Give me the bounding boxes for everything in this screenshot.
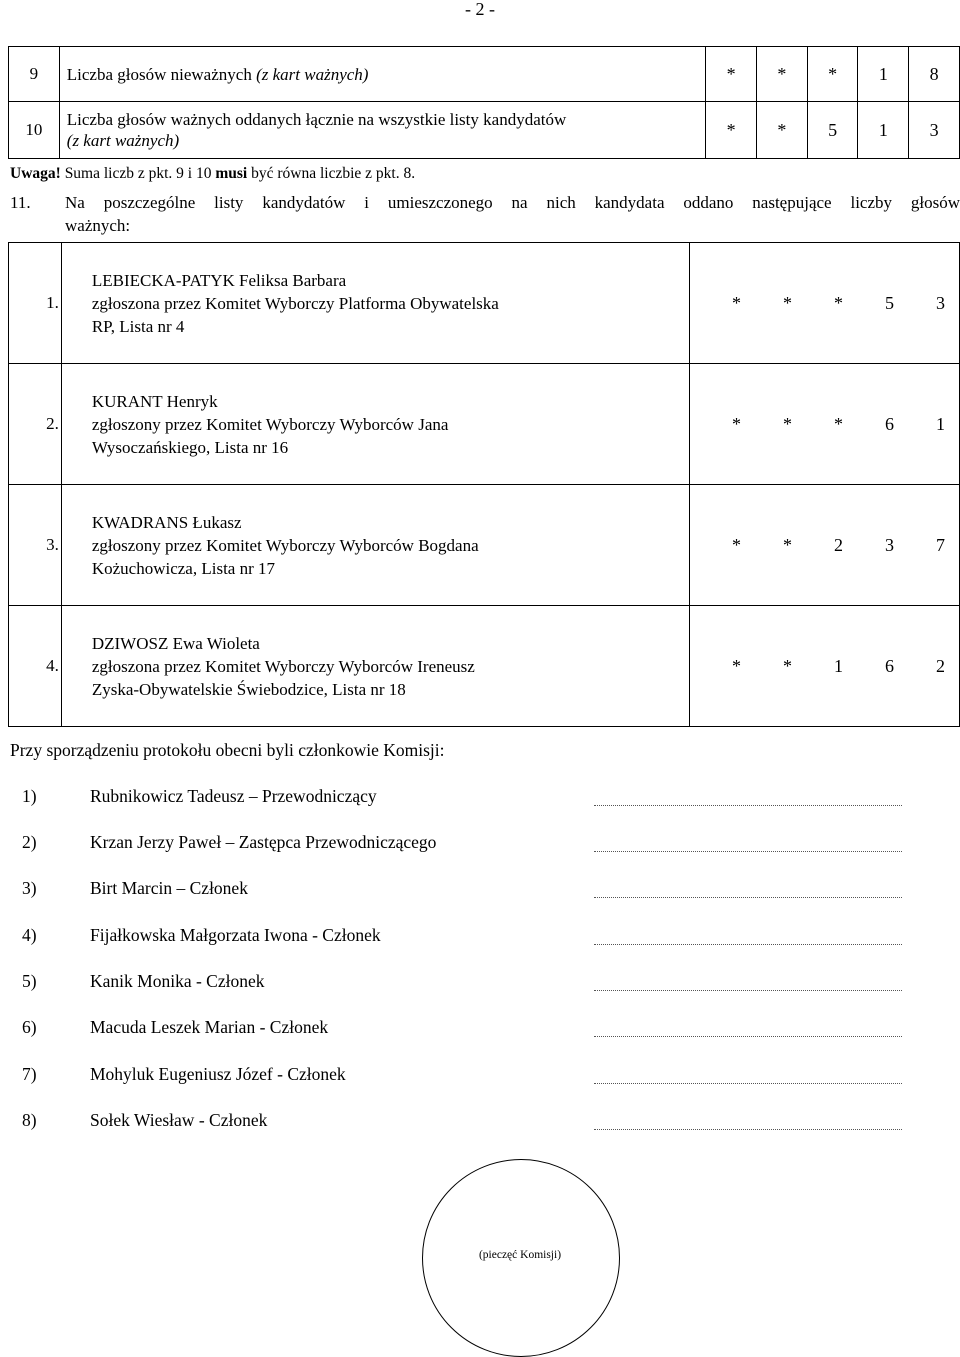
candidate-info: KURANT Henryk zgłoszony przez Komitet Wyborczy Wyborców Jana Wysoczańskiego, Lista nr 16 xyxy=(61,364,689,485)
digit-cell: 1 xyxy=(858,102,909,159)
candidates-table xyxy=(8,242,960,727)
signature-line[interactable] xyxy=(594,944,902,945)
candidate-number: 1. xyxy=(9,243,62,364)
member-item: 8) Sołek Wiesław - Członek xyxy=(0,1110,960,1134)
row-label: Liczba głosów nieważnych (z kart ważnych) xyxy=(59,47,705,102)
signature-line[interactable] xyxy=(594,990,902,991)
digit-cell: * xyxy=(757,102,808,159)
member-name: Rubnikowicz Tadeusz – Przewodniczący xyxy=(90,786,377,806)
member-name: Kanik Monika - Członek xyxy=(90,971,265,991)
row-number: 9 xyxy=(9,47,60,102)
vote-count: * * * 5 3 xyxy=(689,243,959,364)
member-name: Macuda Leszek Marian - Członek xyxy=(90,1017,329,1037)
signature-line[interactable] xyxy=(594,805,902,806)
summary-table xyxy=(8,46,960,159)
candidate-number: 4. xyxy=(9,606,62,727)
member-item: 1) Rubnikowicz Tadeusz – Przewodniczący xyxy=(0,786,960,810)
member-item: 4) Fijałkowska Małgorzata Iwona - Członek xyxy=(0,925,960,949)
digit-cell: * xyxy=(706,102,757,159)
candidate-info: DZIWOSZ Ewa Wioleta zgłoszona przez Komitet Wyborczy Wyborców Ireneusz Zyska-Obywatelskie Świebodzice, Lista nr 18 xyxy=(61,606,689,727)
candidate-row xyxy=(9,606,960,727)
member-item: 2) Krzan Jerzy Paweł – Zastępca Przewodniczącego xyxy=(0,832,960,856)
vote-count: * * 1 6 2 xyxy=(689,606,959,727)
vote-count: * * 2 3 7 xyxy=(689,485,959,606)
digit-cell: 1 xyxy=(858,47,909,102)
signature-line[interactable] xyxy=(594,897,902,898)
signature-line[interactable] xyxy=(594,1129,902,1130)
signature-line[interactable] xyxy=(594,1083,902,1084)
candidate-row xyxy=(9,485,960,606)
member-name: Fijałkowska Małgorzata Iwona - Członek xyxy=(90,925,381,945)
candidate-info: KWADRANS Łukasz zgłoszony przez Komitet Wyborczy Wyborców Bogdana Kożuchowicza, Lista nr 17 xyxy=(61,485,689,606)
digit-cell: * xyxy=(757,47,808,102)
point-11 xyxy=(10,191,960,237)
member-name: Mohyluk Eugeniusz Józef - Członek xyxy=(90,1064,346,1084)
member-item: 6) Macuda Leszek Marian - Członek xyxy=(0,1017,960,1041)
member-name: Birt Marcin – Członek xyxy=(90,878,248,898)
summary-row-10 xyxy=(9,102,960,159)
candidate-row xyxy=(9,364,960,485)
member-item: 3) Birt Marcin – Członek xyxy=(0,878,960,902)
member-name: Sołek Wiesław - Członek xyxy=(90,1110,268,1130)
digit-cell: 3 xyxy=(909,102,960,159)
digit-cell: 8 xyxy=(909,47,960,102)
candidate-number: 3. xyxy=(9,485,62,606)
digit-cell: * xyxy=(706,47,757,102)
signature-line[interactable] xyxy=(594,851,902,852)
point-text: Na poszczególne listy kandydatów i umieszczonego na nich kandydata oddano następujące liczby głosów ważnych: xyxy=(65,193,960,235)
member-item: 5) Kanik Monika - Członek xyxy=(0,971,960,995)
row-label: Liczba głosów ważnych oddanych łącznie na wszystkie listy kandydatów (z kart ważnych) xyxy=(59,102,705,159)
present-heading: Przy sporządzeniu protokołu obecni byli członkowie Komisji: xyxy=(10,740,445,760)
vote-count: * * * 6 1 xyxy=(689,364,959,485)
digit-cell: 5 xyxy=(807,102,858,159)
candidate-info: LEBIECKA-PATYK Feliksa Barbara zgłoszona przez Komitet Wyborczy Platforma Obywatelska RP, Lista nr 4 xyxy=(61,243,689,364)
stamp-label: (pieczęć Komisji) xyxy=(478,1249,562,1261)
digit-cell: * xyxy=(807,47,858,102)
summary-row-9 xyxy=(9,47,960,102)
point-number: 11. xyxy=(10,193,31,212)
candidate-row xyxy=(9,243,960,364)
candidate-number: 2. xyxy=(9,364,62,485)
note: Uwaga! Suma liczb z pkt. 9 i 10 musi być równa liczbie z pkt. 8. xyxy=(10,165,416,182)
page-number: - 2 - xyxy=(465,0,495,19)
member-name: Krzan Jerzy Paweł – Zastępca Przewodniczącego xyxy=(90,832,437,852)
signature-line[interactable] xyxy=(594,1036,902,1037)
row-number: 10 xyxy=(9,102,60,159)
member-item: 7) Mohyluk Eugeniusz Józef - Członek xyxy=(0,1064,960,1088)
